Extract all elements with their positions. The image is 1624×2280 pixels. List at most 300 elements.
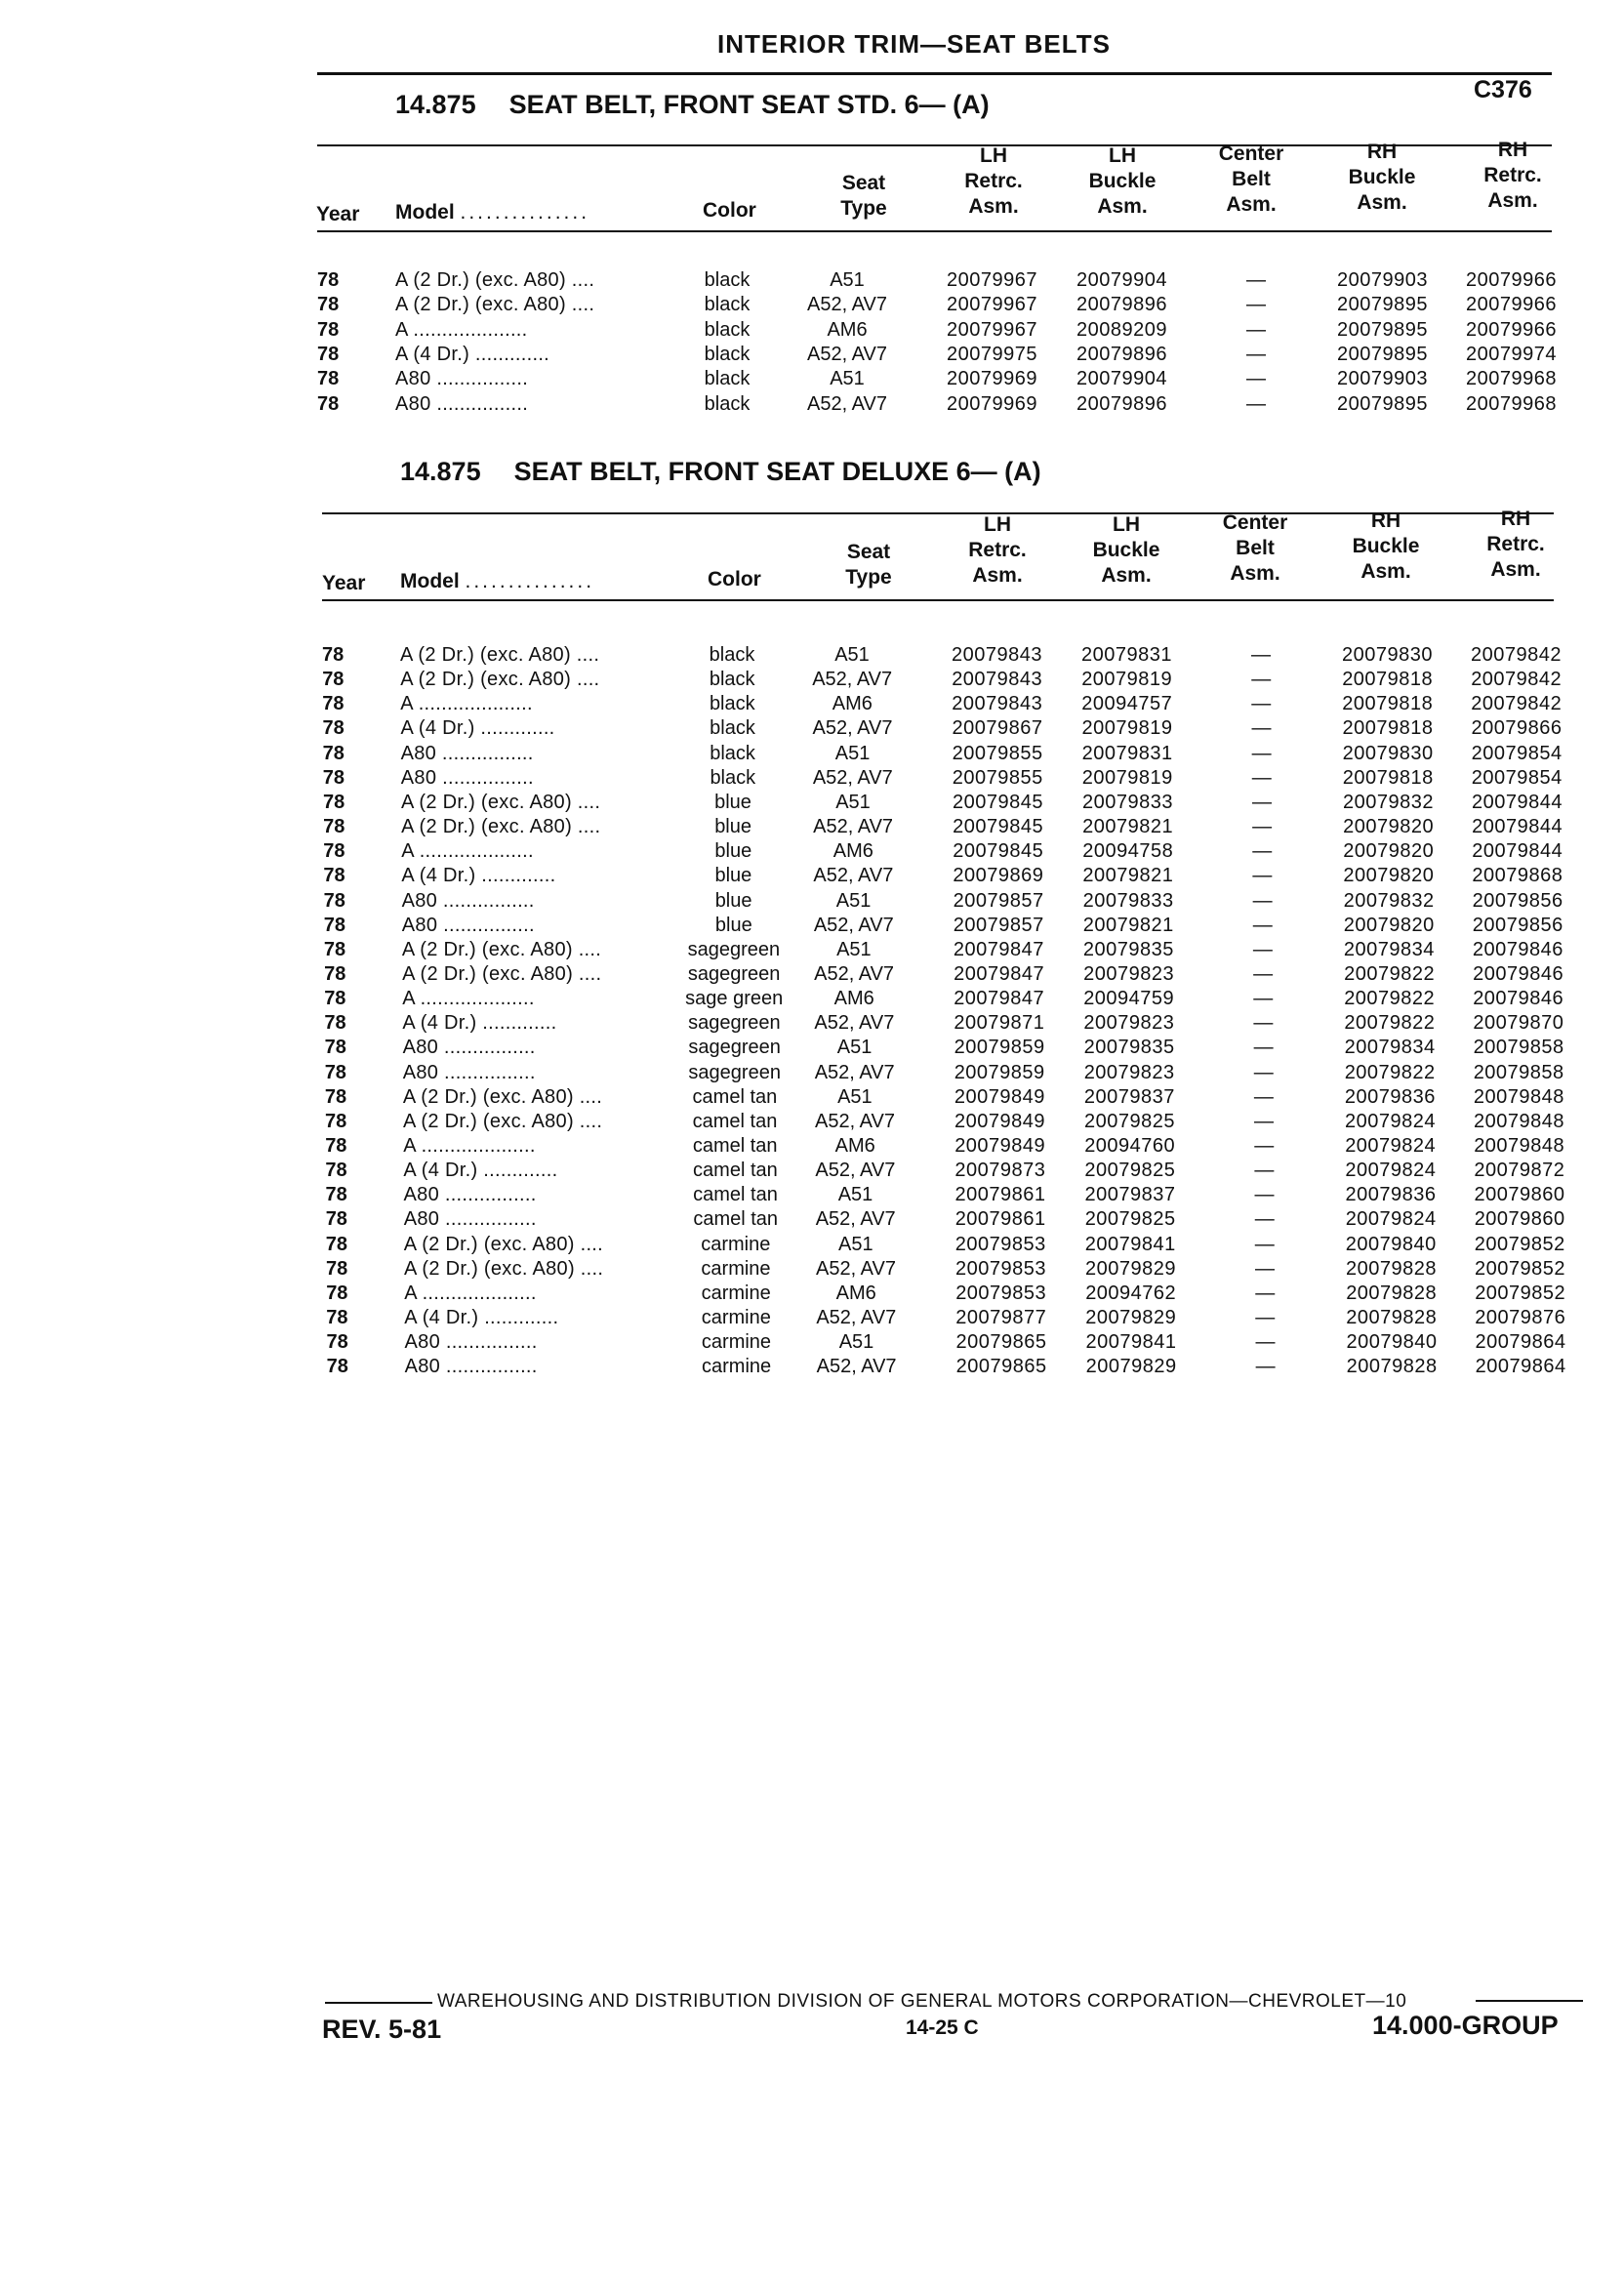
header-color: Color (708, 568, 761, 590)
header-lh-retrc-line-2: Retrc. (964, 170, 1023, 192)
cell-model: A80 ................ (401, 914, 535, 936)
cell-model: A (4 Dr.) ............. (395, 343, 550, 365)
cell-rh-buckle: 20079820 (1343, 840, 1435, 863)
cell-lh-retrc: 20079967 (947, 269, 1037, 291)
cell-rh-buckle: 20079828 (1346, 1307, 1438, 1329)
cell-center: — (1251, 644, 1271, 666)
table-row (0, 393, 1624, 418)
header-model (395, 200, 589, 225)
header-rh-retrc-line-3: Asm. (1490, 558, 1541, 581)
cell-lh-buckle: 20079841 (1085, 1331, 1177, 1354)
cell-year: 78 (323, 840, 345, 863)
cell-seat: A51 (836, 1037, 873, 1059)
table-row (0, 1037, 1624, 1061)
table-row (0, 669, 1624, 693)
cell-lh-buckle: 20079896 (1076, 392, 1167, 415)
cell-color: carmine (701, 1331, 772, 1354)
cell-seat: A52, AV7 (814, 1061, 895, 1083)
header-seat-line-1: Seat (846, 541, 891, 563)
table-row (0, 344, 1624, 368)
cell-color: black (709, 644, 755, 666)
cell-rh-buckle: 20079828 (1346, 1282, 1438, 1304)
cell-model: A80 ................ (403, 1184, 537, 1206)
cell-year: 78 (322, 693, 345, 715)
cell-rh-buckle: 20079895 (1337, 343, 1428, 365)
cell-lh-buckle: 20079896 (1076, 294, 1167, 316)
header-lh-retrc-line-1: LH (980, 144, 1007, 167)
cell-model: A (2 Dr.) (exc. A80) .... (401, 816, 601, 838)
cell-lh-retrc: 20079877 (955, 1307, 1047, 1329)
header-rh-buckle-line-1: RH (1366, 141, 1398, 163)
cell-rh-retrc: 20079860 (1474, 1184, 1565, 1206)
cell-lh-buckle: 20079831 (1081, 644, 1172, 666)
header-model-label: Model (400, 570, 460, 592)
cell-rh-buckle: 20079824 (1345, 1110, 1436, 1132)
cell-year: 78 (317, 294, 340, 316)
cell-year: 78 (325, 1110, 347, 1132)
cell-center: — (1255, 1307, 1276, 1329)
cell-rh-retrc: 20079848 (1473, 1085, 1564, 1108)
cell-lh-retrc: 20079861 (954, 1184, 1046, 1206)
cell-model: A .................... (401, 840, 534, 863)
footer-page-number: 14-25 C (906, 2016, 979, 2039)
cell-lh-retrc: 20079865 (955, 1356, 1047, 1378)
cell-rh-retrc: 20079864 (1475, 1356, 1566, 1378)
cell-seat: AM6 (832, 840, 873, 863)
cell-model: A80 ................ (395, 368, 529, 390)
cell-rh-retrc: 20079860 (1474, 1208, 1565, 1231)
cell-rh-retrc: 20079856 (1472, 889, 1563, 912)
cell-color: black (710, 742, 755, 764)
table-row (0, 1356, 1624, 1380)
cell-rh-buckle: 20079822 (1344, 988, 1436, 1010)
cell-center: — (1252, 816, 1273, 838)
cell-seat: A51 (836, 938, 872, 960)
cell-model: A (4 Dr.) ............. (400, 717, 555, 740)
header-rh-retrc-line-1: RH (1500, 508, 1531, 530)
cell-lh-retrc: 20079855 (952, 766, 1043, 789)
cell-seat: AM6 (833, 988, 874, 1010)
table-row (0, 717, 1624, 742)
table-row (0, 963, 1624, 988)
header-rh-retrc-line-3: Asm. (1487, 189, 1538, 212)
cell-seat: A52, AV7 (814, 962, 895, 985)
cell-lh-retrc: 20079857 (953, 914, 1044, 936)
cell-model: A (2 Dr.) (exc. A80) .... (400, 644, 600, 666)
cell-color: carmine (701, 1233, 771, 1255)
table-row (0, 693, 1624, 717)
cell-center: — (1254, 1184, 1275, 1206)
cell-seat: A52, AV7 (813, 914, 894, 936)
cell-color: blue (714, 914, 752, 936)
header-lh-buckle (1077, 512, 1175, 589)
section-1-number: 14.875 (395, 90, 476, 119)
cell-rh-buckle: 20079832 (1343, 791, 1434, 813)
header-lh-retrc-line-2: Retrc. (968, 539, 1027, 561)
cell-center: — (1254, 1160, 1275, 1182)
header-model-dots: ............... (465, 570, 595, 592)
cell-lh-retrc: 20079869 (953, 865, 1044, 887)
cell-lh-retrc: 20079969 (947, 392, 1037, 415)
cell-model: A (4 Dr.) ............. (401, 865, 556, 887)
cell-center: — (1252, 840, 1273, 863)
header-rh-buckle-line-3: Asm. (1360, 560, 1411, 583)
cell-lh-buckle: 20079825 (1084, 1160, 1176, 1182)
cell-seat: A51 (837, 1085, 873, 1108)
cell-year: 78 (325, 1208, 347, 1231)
cell-rh-buckle: 20079828 (1346, 1356, 1438, 1378)
header-seat-line-2: Type (840, 197, 887, 220)
cell-seat: A52, AV7 (816, 1307, 897, 1329)
cell-lh-buckle: 20079835 (1082, 938, 1174, 960)
cell-rh-retrc: 20079966 (1466, 294, 1557, 316)
cell-rh-retrc: 20079844 (1472, 791, 1563, 813)
cell-lh-retrc: 20079967 (947, 318, 1037, 341)
header-model (400, 569, 594, 594)
table-row (0, 988, 1624, 1012)
section-1-header-bottom-rule (317, 230, 1552, 232)
cell-seat: A51 (834, 644, 870, 666)
cell-lh-retrc: 20079975 (947, 343, 1037, 365)
cell-year: 78 (322, 717, 345, 740)
cell-center: — (1246, 343, 1266, 365)
footer-group: 14.000-GROUP (1372, 2011, 1559, 2040)
cell-center: — (1251, 766, 1272, 789)
cell-rh-buckle: 20079818 (1342, 693, 1434, 715)
cell-year: 78 (317, 343, 340, 365)
cell-lh-buckle: 20079825 (1084, 1208, 1176, 1231)
cell-model: A (2 Dr.) (exc. A80) .... (395, 269, 595, 291)
header-lh-retrc-line-1: LH (984, 513, 1011, 536)
cell-rh-buckle: 20079903 (1337, 368, 1428, 390)
header-lh-retrc (945, 143, 1042, 220)
table-row (0, 743, 1624, 767)
cell-year: 78 (323, 914, 346, 936)
cell-year: 78 (326, 1331, 348, 1354)
cell-lh-buckle: 20079819 (1081, 669, 1173, 691)
cell-color: black (704, 318, 751, 341)
cell-model: A .................... (395, 318, 528, 341)
table-row (0, 1282, 1624, 1307)
cell-year: 78 (323, 938, 346, 960)
cell-center: — (1253, 962, 1274, 985)
header-center-belt (1202, 142, 1300, 218)
cell-model: A80 ................ (403, 1208, 537, 1231)
cell-model: A (2 Dr.) (exc. A80) .... (403, 1233, 604, 1255)
cell-center: — (1253, 1061, 1274, 1083)
cell-year: 78 (325, 1184, 347, 1206)
cell-lh-buckle: 20079833 (1082, 791, 1173, 813)
cell-year: 78 (326, 1282, 348, 1304)
header-year: Year (316, 203, 360, 225)
cell-rh-buckle: 20079820 (1343, 865, 1435, 887)
cell-color: sagegreen (688, 1012, 781, 1035)
cell-seat: A52, AV7 (813, 816, 894, 838)
cell-year: 78 (317, 368, 340, 390)
cell-seat: A52, AV7 (807, 392, 887, 415)
footer-revision: REV. 5-81 (322, 2015, 442, 2044)
cell-rh-buckle: 20079818 (1342, 669, 1434, 691)
cell-year: 78 (325, 1135, 347, 1157)
cell-color: sagegreen (687, 938, 781, 960)
cell-rh-retrc: 20079966 (1466, 269, 1557, 291)
cell-year: 78 (325, 1160, 347, 1182)
header-color: Color (703, 199, 756, 222)
cell-color: camel tan (692, 1135, 778, 1157)
section-2-number: 14.875 (400, 457, 481, 486)
cell-color: sagegreen (688, 1037, 781, 1059)
cell-lh-retrc: 20079847 (953, 938, 1044, 960)
cell-model: A80 ................ (402, 1037, 536, 1059)
cell-lh-buckle: 20079825 (1084, 1110, 1175, 1132)
cell-lh-buckle: 20094760 (1084, 1135, 1176, 1157)
cell-lh-buckle: 20079823 (1083, 1061, 1175, 1083)
cell-lh-buckle: 20079829 (1085, 1307, 1177, 1329)
cell-rh-buckle: 20079903 (1337, 269, 1428, 291)
cell-model: A .................... (400, 693, 533, 715)
cell-color: sagegreen (688, 1061, 781, 1083)
cell-year: 78 (324, 1037, 346, 1059)
header-center-line-2: Belt (1236, 537, 1275, 559)
header-lh-retrc (949, 512, 1046, 589)
table-row (0, 1208, 1624, 1233)
cell-color: black (709, 693, 755, 715)
header-seat-line-1: Seat (841, 172, 886, 194)
cell-center: — (1251, 669, 1272, 691)
cell-lh-buckle: 20079835 (1083, 1037, 1175, 1059)
cell-lh-retrc: 20079849 (954, 1110, 1045, 1132)
table-row (0, 1331, 1624, 1356)
cell-center: — (1246, 318, 1266, 341)
cell-lh-retrc: 20079967 (947, 294, 1037, 316)
cell-center: — (1251, 742, 1272, 764)
cell-model: A80 ................ (402, 1061, 536, 1083)
cell-lh-retrc: 20079845 (953, 791, 1043, 813)
cell-rh-buckle: 20079828 (1346, 1257, 1437, 1280)
cell-model: A (2 Dr.) (exc. A80) .... (395, 294, 595, 316)
cell-rh-buckle: 20079834 (1343, 938, 1435, 960)
table-row (0, 865, 1624, 889)
cell-color: sage green (685, 988, 784, 1010)
header-lh-buckle-line-2: Buckle (1092, 539, 1160, 561)
cell-lh-buckle: 20094762 (1085, 1282, 1177, 1304)
cell-lh-retrc: 20079853 (954, 1233, 1046, 1255)
cell-lh-retrc: 20079855 (952, 742, 1043, 764)
cell-year: 78 (326, 1257, 348, 1280)
cell-year: 78 (326, 1307, 348, 1329)
cell-lh-retrc: 20079969 (947, 368, 1037, 390)
cell-lh-buckle: 20079821 (1082, 816, 1174, 838)
cell-center: — (1254, 1233, 1275, 1255)
header-center-line-1: Center (1222, 511, 1288, 534)
table-row (0, 939, 1624, 963)
cell-color: carmine (701, 1257, 771, 1280)
cell-model: A .................... (403, 1135, 536, 1157)
cell-color: blue (714, 816, 751, 838)
cell-lh-buckle: 20094758 (1082, 840, 1174, 863)
cell-year: 78 (317, 392, 340, 415)
cell-color: black (704, 343, 751, 365)
cell-year: 78 (322, 742, 345, 764)
cell-center: — (1253, 1012, 1274, 1035)
cell-color: black (710, 766, 756, 789)
cell-lh-buckle: 20079837 (1083, 1085, 1175, 1108)
cell-year: 78 (326, 1356, 348, 1378)
cell-seat: A52, AV7 (815, 1110, 895, 1132)
cell-model: A (4 Dr.) ............. (404, 1307, 559, 1329)
cell-color: black (704, 269, 751, 291)
cell-seat: A52, AV7 (816, 1257, 896, 1280)
cell-lh-retrc: 20079865 (955, 1331, 1047, 1354)
cell-lh-buckle: 20094757 (1081, 693, 1173, 715)
cell-rh-retrc: 20079866 (1471, 717, 1563, 740)
cell-seat: A51 (838, 1233, 873, 1255)
cell-lh-buckle: 20079829 (1085, 1356, 1177, 1378)
cell-rh-buckle: 20079824 (1345, 1160, 1437, 1182)
cell-lh-buckle: 20089209 (1076, 318, 1167, 341)
cell-rh-retrc: 20079854 (1471, 742, 1563, 764)
cell-color: camel tan (692, 1085, 778, 1108)
cell-rh-buckle: 20079895 (1337, 318, 1428, 341)
footer-division-line: WAREHOUSING AND DISTRIBUTION DIVISION OF GENERAL MOTORS CORPORATION—CHEVROLET—10 (437, 1991, 1407, 2012)
section-1-title (395, 90, 990, 120)
cell-seat: A52, AV7 (813, 865, 894, 887)
cell-model: A80 ................ (400, 766, 534, 789)
header-rh-buckle-line-3: Asm. (1357, 191, 1407, 214)
cell-rh-retrc: 20079868 (1472, 865, 1563, 887)
cell-lh-buckle: 20079821 (1082, 914, 1174, 936)
cell-lh-buckle: 20079904 (1076, 269, 1167, 291)
cell-model: A80 ................ (395, 392, 529, 415)
header-rh-buckle (1333, 140, 1431, 216)
cell-center: — (1252, 938, 1273, 960)
table-row (0, 1307, 1624, 1331)
cell-year: 78 (324, 1061, 346, 1083)
header-rh-retrc (1464, 138, 1562, 214)
cell-center: — (1255, 1356, 1276, 1378)
cell-year: 78 (322, 766, 345, 789)
footer-rule-left (325, 2002, 432, 2004)
header-rh-retrc-line-2: Retrc. (1486, 533, 1545, 555)
header-lh-buckle-line-3: Asm. (1097, 195, 1148, 218)
cell-color: sagegreen (687, 962, 781, 985)
page-title: INTERIOR TRIM—SEAT BELTS (717, 29, 1111, 59)
cell-lh-buckle: 20079841 (1084, 1233, 1176, 1255)
header-rh-buckle-line-2: Buckle (1352, 535, 1420, 557)
cell-rh-retrc: 20079842 (1471, 669, 1563, 691)
cell-center: — (1252, 791, 1272, 813)
header-center-line-1: Center (1218, 142, 1284, 165)
cell-rh-retrc: 20079852 (1474, 1233, 1565, 1255)
cell-rh-buckle: 20079840 (1346, 1331, 1438, 1354)
cell-rh-retrc: 20079872 (1474, 1160, 1565, 1182)
cell-color: carmine (701, 1307, 771, 1329)
cell-lh-retrc: 20079847 (954, 988, 1045, 1010)
title-rule (317, 72, 1552, 75)
cell-seat: AM6 (832, 693, 873, 715)
cell-rh-retrc: 20079856 (1472, 914, 1563, 936)
cell-model: A .................... (402, 988, 535, 1010)
footer-rule-right (1476, 2000, 1583, 2002)
table-row (0, 644, 1624, 669)
section-2-name: SEAT BELT, FRONT SEAT DELUXE 6— (A) (513, 457, 1041, 486)
cell-year: 78 (322, 644, 345, 666)
cell-rh-retrc: 20079846 (1472, 938, 1563, 960)
cell-model: A (2 Dr.) (exc. A80) .... (403, 1110, 603, 1132)
cell-lh-retrc: 20079859 (954, 1061, 1045, 1083)
cell-rh-buckle: 20079895 (1337, 392, 1428, 415)
cell-seat: A51 (837, 1184, 873, 1206)
header-lh-buckle-line-3: Asm. (1101, 564, 1152, 587)
cell-center: — (1246, 368, 1266, 390)
cell-seat: A51 (835, 889, 872, 912)
cell-rh-buckle: 20079820 (1343, 816, 1435, 838)
header-center-line-2: Belt (1232, 168, 1271, 190)
cell-year: 78 (324, 1085, 347, 1108)
cell-rh-retrc: 20079852 (1475, 1282, 1566, 1304)
cell-model: A80 ................ (400, 742, 534, 764)
header-rh-retrc-line-1: RH (1497, 139, 1528, 161)
cell-year: 78 (324, 962, 346, 985)
cell-lh-retrc: 20079845 (953, 840, 1044, 863)
cell-rh-retrc: 20079844 (1472, 816, 1563, 838)
cell-lh-buckle: 20079837 (1084, 1184, 1176, 1206)
cell-lh-retrc: 20079853 (955, 1257, 1046, 1280)
cell-year: 78 (325, 1233, 348, 1255)
header-seat-type (820, 540, 917, 590)
cell-rh-buckle: 20079830 (1342, 742, 1434, 764)
cell-model: A80 ................ (404, 1331, 538, 1354)
cell-center: — (1255, 1257, 1275, 1280)
table-row (0, 1258, 1624, 1282)
cell-year: 78 (323, 816, 345, 838)
cell-lh-retrc: 20079859 (954, 1037, 1045, 1059)
cell-year: 78 (324, 988, 346, 1010)
cell-model: A .................... (404, 1282, 537, 1304)
table-row (0, 767, 1624, 792)
cell-seat: A52, AV7 (812, 717, 893, 740)
cell-color: camel tan (693, 1208, 779, 1231)
cell-rh-buckle: 20079822 (1344, 1012, 1436, 1035)
cell-model: A (2 Dr.) (exc. A80) .... (404, 1257, 604, 1280)
cell-rh-retrc: 20079864 (1475, 1331, 1566, 1354)
cell-color: black (704, 392, 751, 415)
cell-rh-retrc: 20079974 (1466, 343, 1557, 365)
cell-color: black (704, 368, 751, 390)
header-lh-buckle (1074, 143, 1171, 220)
cell-rh-buckle: 20079820 (1343, 914, 1435, 936)
cell-lh-retrc: 20079845 (953, 816, 1044, 838)
cell-rh-retrc: 20079968 (1466, 392, 1557, 415)
cell-year: 78 (322, 669, 345, 691)
cell-rh-retrc: 20079842 (1471, 693, 1563, 715)
table-row (0, 792, 1624, 816)
cell-center: — (1255, 1282, 1276, 1304)
cell-color: camel tan (693, 1184, 778, 1206)
cell-lh-retrc: 20079843 (952, 669, 1043, 691)
cell-color: black (704, 294, 751, 316)
cell-lh-buckle: 20079896 (1076, 343, 1167, 365)
cell-lh-buckle: 20079833 (1082, 889, 1174, 912)
cell-center: — (1254, 1208, 1275, 1231)
header-rh-buckle-line-1: RH (1370, 509, 1401, 532)
cell-rh-buckle: 20079832 (1343, 889, 1435, 912)
header-rh-buckle (1337, 509, 1435, 585)
cell-color: black (709, 669, 755, 691)
header-year: Year (322, 572, 366, 594)
cell-color: blue (714, 840, 752, 863)
cell-lh-retrc: 20079847 (954, 962, 1045, 985)
